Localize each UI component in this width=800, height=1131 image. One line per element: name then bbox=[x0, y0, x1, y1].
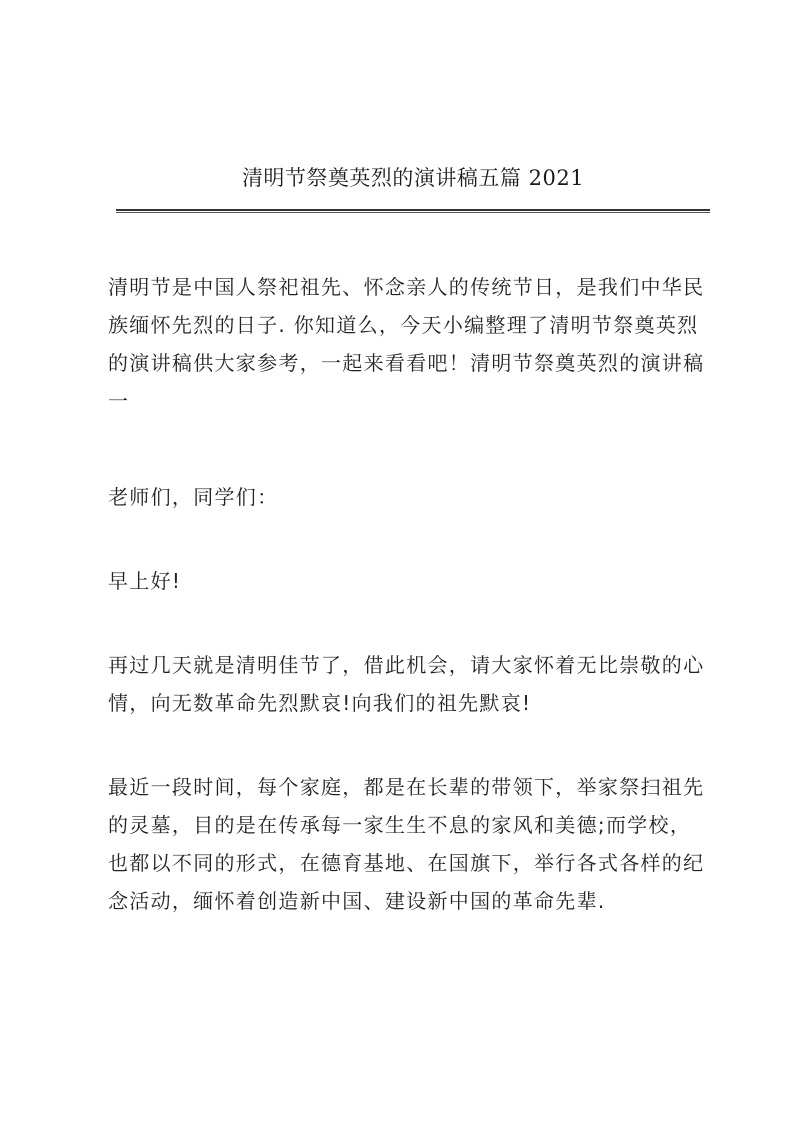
paragraph-line: 的演讲稿供大家参考，一起来看看吧！清明节祭奠英烈的演讲稿 bbox=[108, 351, 705, 375]
paragraph-greeting bbox=[108, 562, 713, 600]
paragraph-line: 清明节是中国人祭祀祖先、怀念亲人的传统节日，是我们中华民 bbox=[108, 275, 705, 299]
paragraph-line: 的灵墓，目的是在传承每一家生生不息的家风和美德;而学校， bbox=[108, 813, 692, 837]
paragraph-salutation bbox=[108, 478, 713, 516]
paragraph-line: 也都以不同的形式，在德育基地、在国旗下，举行各式各样的纪 bbox=[108, 851, 705, 875]
paragraph-intro bbox=[108, 268, 713, 420]
paragraph-line: 早上好! bbox=[108, 569, 182, 593]
paragraph-line: 情，向无数革命先烈默哀!向我们的祖先默哀! bbox=[108, 691, 532, 715]
title-divider bbox=[116, 209, 710, 213]
paragraph-line: 族缅怀先烈的日子. 你知道么，今天小编整理了清明节祭奠英烈 bbox=[108, 313, 699, 337]
paragraph-line: 念活动，缅怀着创造新中国、建设新中国的革命先辈. bbox=[108, 889, 606, 913]
paragraph-line: 一 bbox=[108, 389, 130, 413]
paragraph-activities bbox=[108, 768, 713, 920]
paragraph-qingming bbox=[108, 646, 713, 722]
document-title: 清明节祭奠英烈的演讲稿五篇 2021 bbox=[241, 166, 585, 190]
paragraph-line: 最近一段时间，每个家庭，都是在长辈的带领下，举家祭扫祖先 bbox=[108, 775, 705, 799]
paragraph-line: 老师们，同学们： bbox=[108, 485, 279, 509]
paragraph-line: 再过几天就是清明佳节了，借此机会，请大家怀着无比崇敬的心 bbox=[108, 653, 705, 677]
